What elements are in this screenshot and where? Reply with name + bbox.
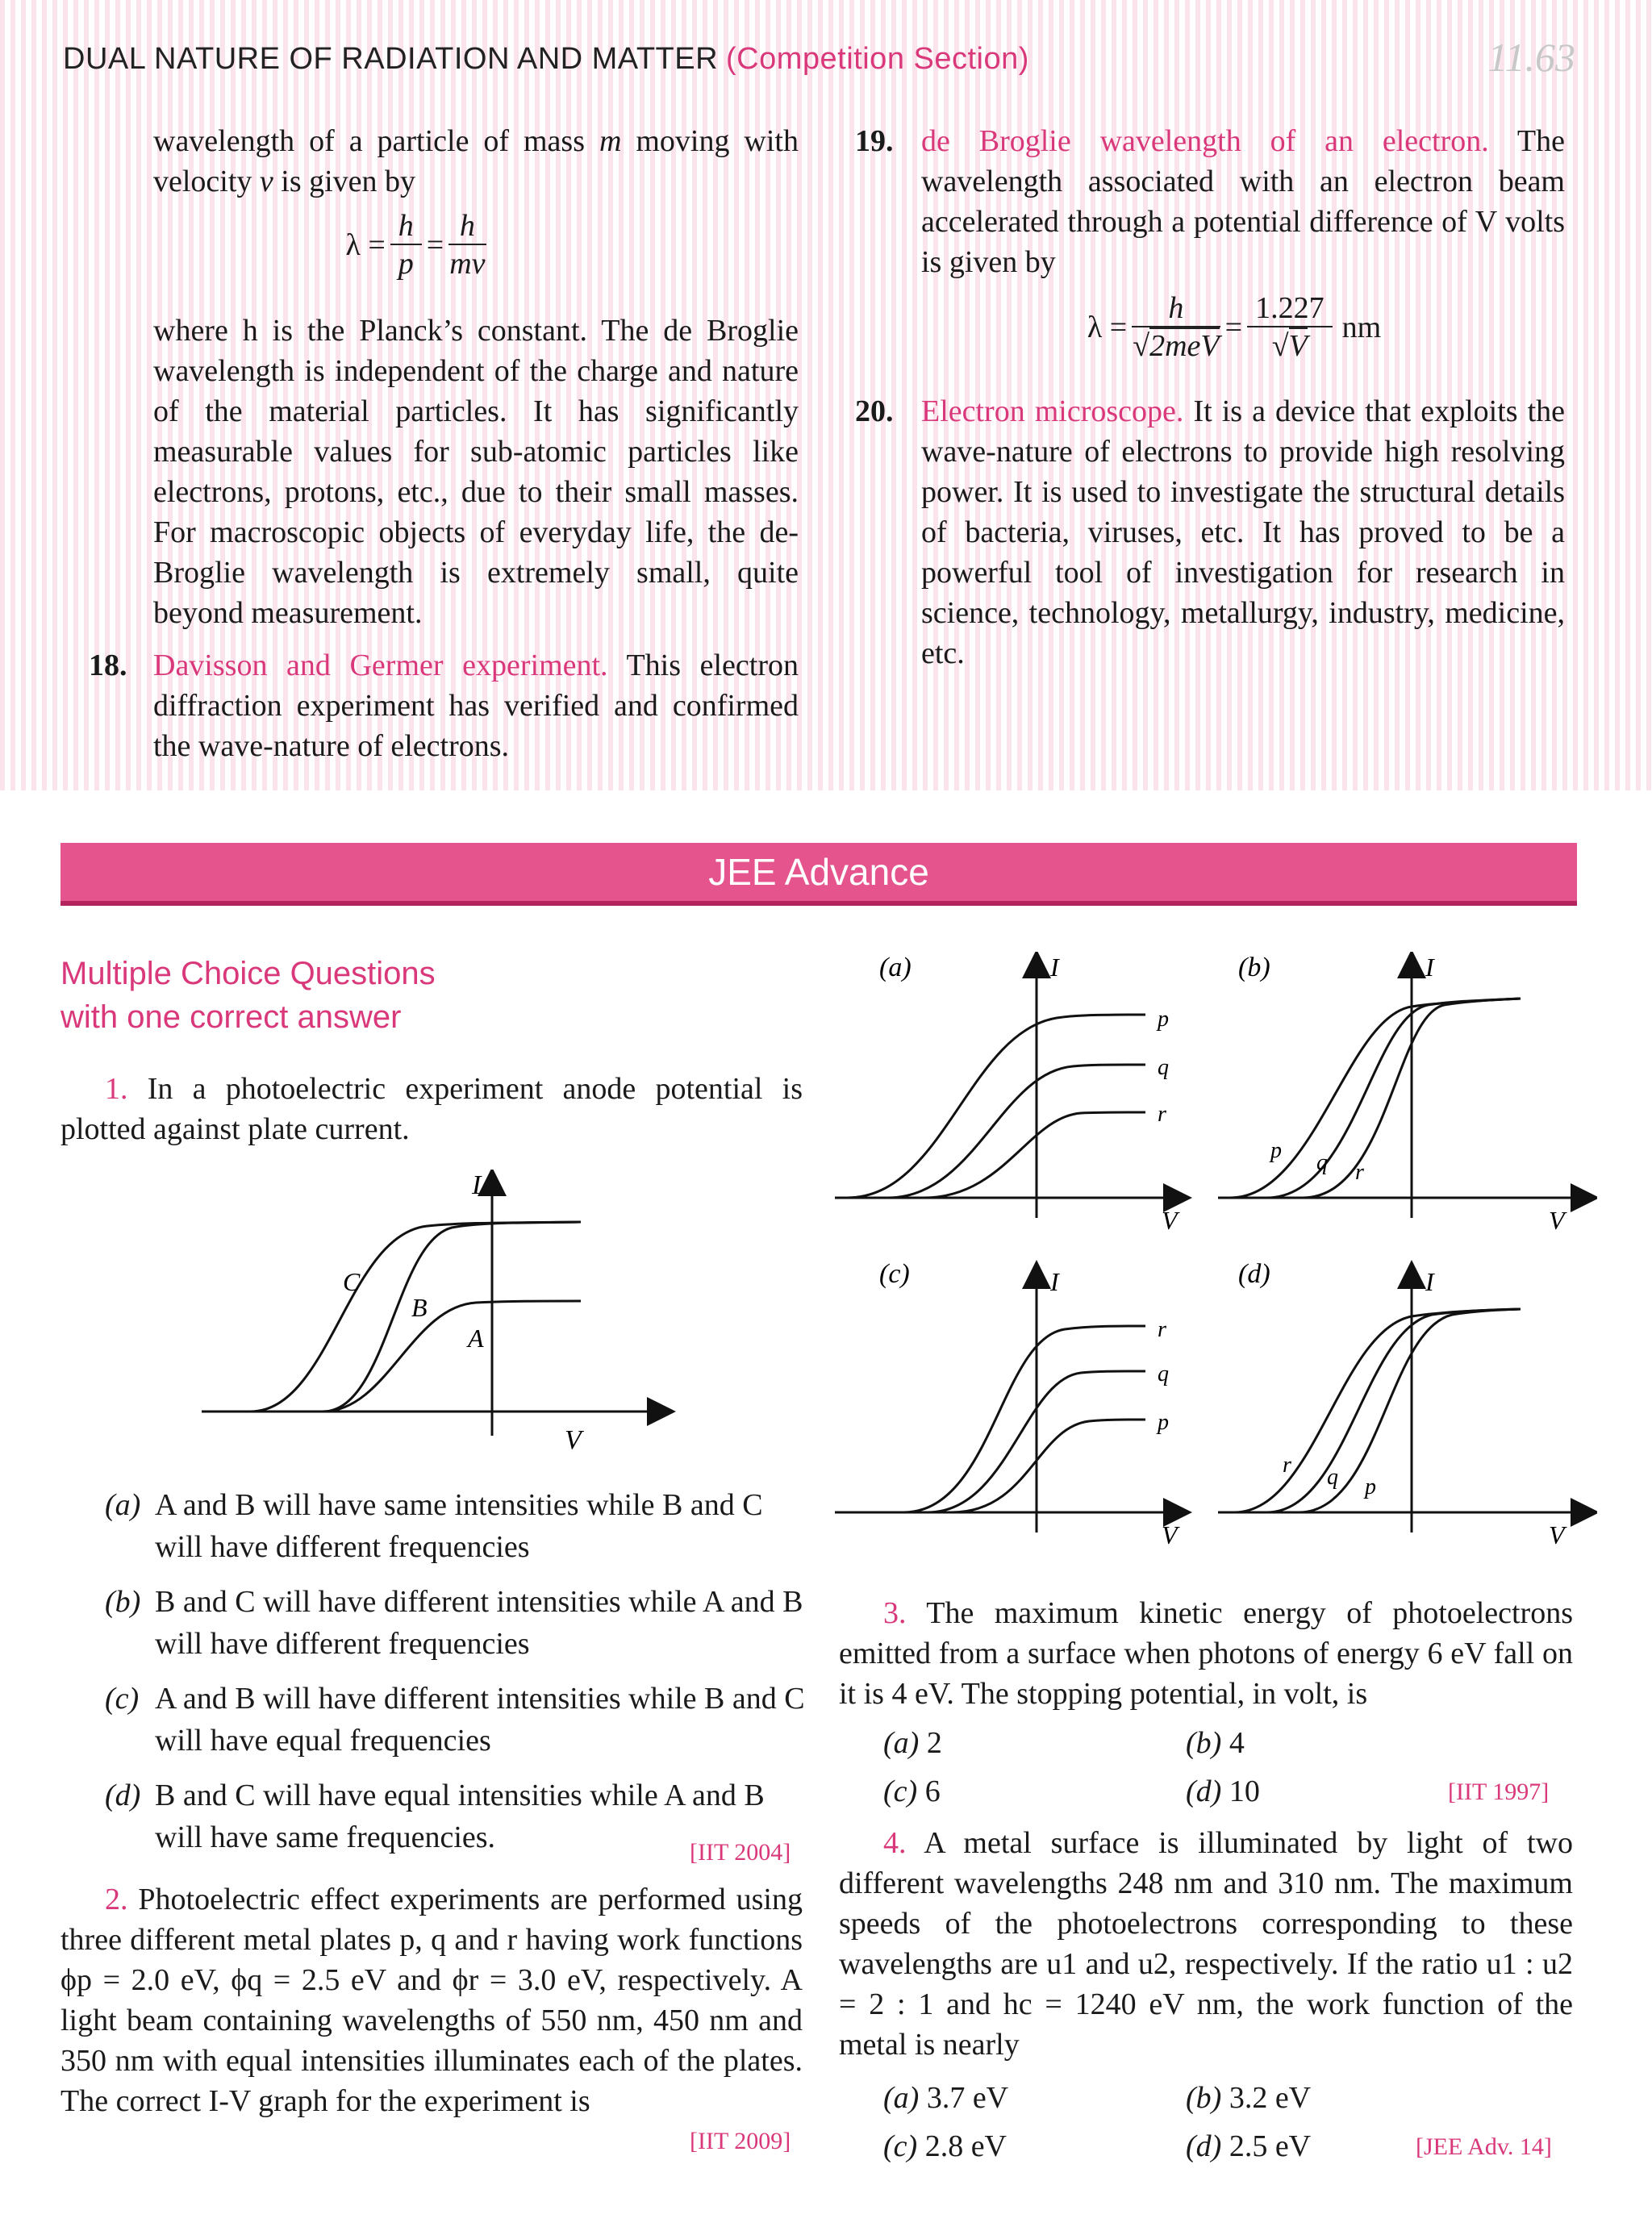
- q4-option-a[interactable]: (a) 3.7 eV: [883, 2081, 1009, 2115]
- svg-text:r: r: [1158, 1102, 1166, 1127]
- q1-label-b: B: [411, 1293, 428, 1322]
- question-2-number: 2.: [105, 1883, 128, 1916]
- q1-option-d[interactable]: (d) B and C will have equal intensities while A and B will have same frequencies.: [105, 1779, 765, 1854]
- svg-text:p: p: [1270, 1138, 1282, 1163]
- svg-text:q: q: [1158, 1362, 1169, 1387]
- q2-graph-b[interactable]: [1218, 953, 1585, 1235]
- q2-graph-d[interactable]: [1218, 1259, 1585, 1549]
- q2-graph-c[interactable]: [835, 1259, 1180, 1549]
- item-19-body: de Broglie wavelength of an electron. The wavelength associated with an electron beam accelerated through a potential difference of V volts is given by: [921, 124, 1565, 279]
- mcq-heading-line1: Multiple Choice Questions: [60, 956, 436, 991]
- svg-text:q: q: [1158, 1055, 1169, 1080]
- question-3: [839, 1593, 1573, 1714]
- item-18-body: Davisson and Germer experiment. This electron diffraction experiment has verified and confirmed the wave-nature of electrons.: [153, 648, 799, 763]
- svg-text:r: r: [1283, 1453, 1291, 1478]
- q1-label-v: V: [565, 1425, 582, 1455]
- svg-text:V: V: [1549, 1520, 1565, 1549]
- svg-text:V: V: [1162, 1206, 1178, 1235]
- svg-text:I: I: [1050, 953, 1059, 982]
- chapter-name: DUAL NATURE OF RADIATION AND MATTER: [63, 42, 719, 76]
- svg-text:V: V: [1162, 1520, 1178, 1549]
- item-20-body: Electron microscope. It is a device that exploits the wave-nature of electrons to provide high resolving power. It is used to investigate the structural details of bacteria, viruses, etc. It has proved to be a powerful tool of investigation for research in science, technology, metallurgy, industry, medicine, etc.: [921, 394, 1566, 670]
- q1-option-c[interactable]: (c) A and B will have different intensities while B and C will have equal frequencies: [105, 1682, 805, 1758]
- item-20-number: 20.: [855, 394, 894, 428]
- q1-label-c: C: [343, 1267, 361, 1296]
- q3-option-a[interactable]: (a) 2: [883, 1726, 942, 1760]
- intro-text: wavelength of a particle of mass m moving with velocity v is given by: [153, 124, 799, 198]
- q4-reference: [JEE Adv. 14]: [1416, 2133, 1552, 2160]
- mcq-heading: [60, 952, 436, 1039]
- electron-wavelength-formula: λ = h = 1.227 nm √2meV √V: [1087, 291, 1382, 363]
- svg-text:(c): (c): [879, 1259, 910, 1289]
- svg-text:p: p: [1158, 1410, 1169, 1435]
- question-1-graph: [186, 1170, 678, 1476]
- debroglie-intro: [153, 121, 799, 202]
- item-19: [855, 121, 1565, 282]
- question-1-text: In a photoelectric experiment anode potential is plotted against plate current.: [60, 1072, 803, 1146]
- svg-text:V: V: [1549, 1206, 1565, 1235]
- svg-text:r: r: [1158, 1317, 1166, 1342]
- q1-curve-a: [323, 1301, 581, 1412]
- q2-reference: [IIT 2009]: [690, 2128, 791, 2154]
- q3-option-c[interactable]: (c) 6: [883, 1774, 941, 1808]
- svg-text:I: I: [1425, 953, 1434, 982]
- q1-option-b[interactable]: (b) B and C will have different intensities while A and B will have different frequencies: [105, 1585, 803, 1661]
- q3-option-d[interactable]: (d) 10: [1186, 1774, 1260, 1808]
- item-18-number: 18.: [89, 648, 127, 682]
- question-1-number: 1.: [105, 1072, 128, 1106]
- item-19-number: 19.: [855, 124, 894, 158]
- debroglie-formula: λ = h = h p mv: [345, 209, 486, 281]
- question-2: [60, 1879, 803, 2121]
- q4-option-c[interactable]: (c) 2.8 eV: [883, 2129, 1007, 2163]
- chapter-title: [63, 42, 1029, 77]
- q1-reference: [IIT 2004]: [690, 1839, 791, 1866]
- mcq-heading-line2: with one correct answer: [60, 999, 402, 1035]
- svg-text:(a): (a): [879, 953, 912, 982]
- q1-label-a: A: [468, 1324, 484, 1353]
- q3-reference: [IIT 1997]: [1448, 1779, 1550, 1805]
- svg-text:q: q: [1327, 1465, 1338, 1490]
- svg-text:r: r: [1355, 1160, 1364, 1185]
- q1-option-a[interactable]: (a) A and B will have same intensities while B and C will have different frequencies: [105, 1488, 763, 1564]
- q4-option-b[interactable]: (b) 3.2 eV: [1186, 2081, 1312, 2115]
- svg-text:I: I: [1050, 1267, 1059, 1296]
- page-number: 11.63: [1487, 35, 1575, 80]
- svg-text:(b): (b): [1238, 953, 1270, 982]
- q4-option-d[interactable]: (d) 2.5 eV: [1186, 2129, 1312, 2163]
- question-3-number: 3.: [883, 1596, 907, 1630]
- svg-text:p: p: [1365, 1474, 1376, 1499]
- question-2-text: Photoelectric effect experiments are performed using three different metal plates p, q and r having work functions ϕp = 2.0 eV, ϕq = 2.5 eV and ϕr = 3.0 eV, respectively. A light beam containing wavelengths of 550 nm, 450 nm and 350 nm with equal intensities illuminates each of the plates. The correct I-V graph for the experiment is: [60, 1883, 803, 2118]
- question-2-graphs: [831, 952, 1597, 1565]
- question-3-text: The maximum kinetic energy of photoelectrons emitted from a surface when photons of energy 6 eV fall on it is 4 eV. The stopping potential, in volt, is: [839, 1596, 1573, 1711]
- section-banner: JEE Advance: [60, 843, 1577, 906]
- question-1-options: [105, 1484, 807, 1858]
- q1-curve-b: [323, 1222, 581, 1412]
- svg-text:q: q: [1316, 1150, 1328, 1175]
- item-18: [89, 645, 799, 766]
- q3-option-b[interactable]: (b) 4: [1186, 1726, 1245, 1760]
- item-20: [855, 391, 1565, 673]
- question-4-number: 4.: [883, 1826, 907, 1860]
- section-name: (Competition Section): [726, 42, 1029, 76]
- question-4-text: A metal surface is illuminated by light of two different wavelengths 248 nm and 310 nm. The maximum speeds of the photoelectrons corresponding to these wavelengths are u1 and u2, respectively. If the ratio u1 : u2 = 2 : 1 and hc = 1240 eV nm, the work function of the metal is nearly: [839, 1826, 1574, 2062]
- svg-text:I: I: [1425, 1267, 1434, 1296]
- question-1: [60, 1069, 803, 1149]
- q2-graph-a[interactable]: [835, 953, 1180, 1235]
- explanation-text: where h is the Planck’s constant. The de Broglie wavelength is independent of the charge and nature of the material particles. It has significantly measurable values for sub-atomic particles like electrons, protons, etc., due to their small masses. For macroscopic objects of everyday life, the de-Broglie wavelength is extremely small, quite beyond measurement.: [153, 314, 799, 630]
- question-4: [839, 1823, 1573, 2065]
- svg-text:(d): (d): [1238, 1259, 1270, 1289]
- debroglie-explanation: [153, 311, 799, 633]
- svg-text:p: p: [1158, 1007, 1169, 1032]
- q1-label-i: I: [472, 1170, 482, 1200]
